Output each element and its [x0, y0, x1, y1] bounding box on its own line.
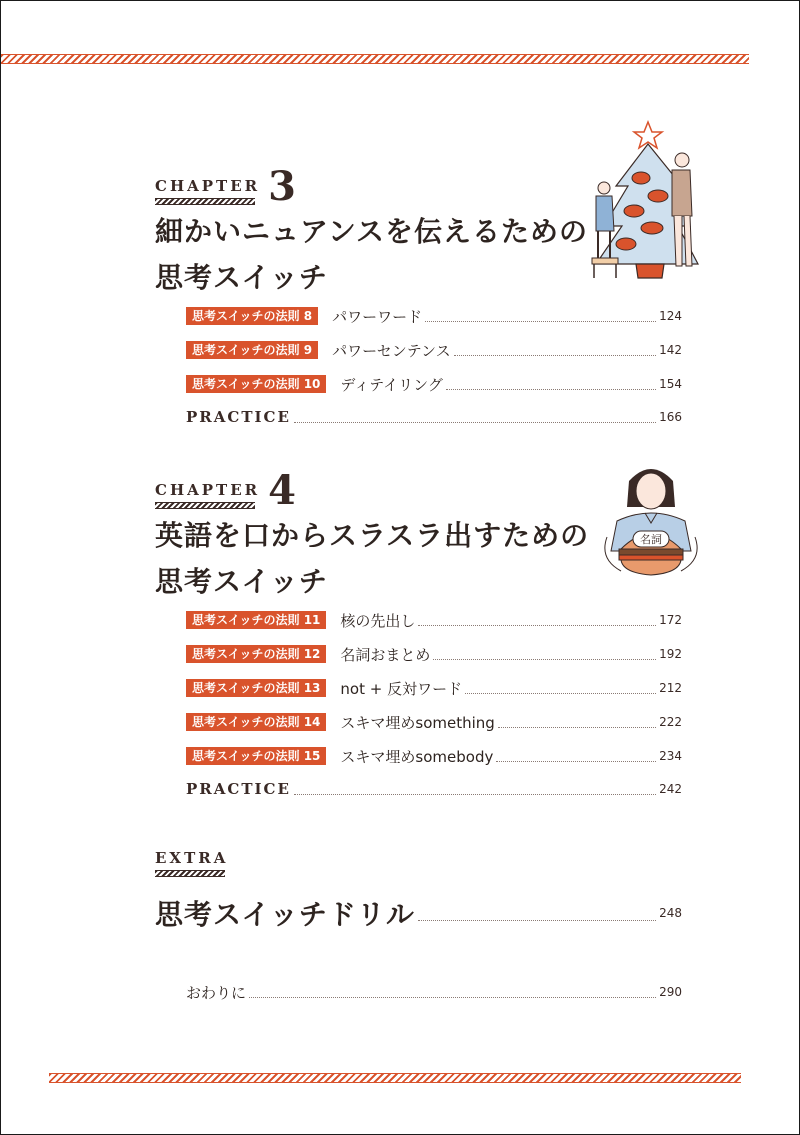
- chapter-4-label: CHAPTER: [155, 481, 261, 499]
- rule-badge: 思考スイッチの法則 8: [186, 307, 318, 325]
- dot-leader: [294, 412, 656, 423]
- dot-leader: [418, 906, 656, 921]
- practice-label: PRACTICE: [186, 780, 291, 798]
- chapter-3-underline: [155, 198, 255, 205]
- rule-badge: 思考スイッチの法則 11: [186, 611, 326, 629]
- extra-heading: [155, 851, 228, 877]
- toc-entry-rule-8[interactable]: [186, 306, 682, 326]
- toc-entry-rule-9[interactable]: [186, 340, 682, 360]
- chapter-3-label: CHAPTER: [155, 177, 261, 195]
- entry-title: ディテイリング: [340, 375, 443, 394]
- dot-leader: [446, 379, 656, 390]
- extra-title: 思考スイッチドリル: [155, 898, 415, 931]
- dot-leader: [433, 649, 656, 660]
- toc-entry-closing[interactable]: [186, 982, 682, 1002]
- toc-entry-extra[interactable]: [155, 896, 682, 930]
- entry-title: パワーセンテンス: [332, 341, 451, 360]
- entry-title: スキマ埋めsomebody: [340, 747, 494, 766]
- closing-title: おわりに: [186, 983, 247, 1002]
- page-number: 234: [659, 749, 682, 763]
- rule-badge: 思考スイッチの法則 14: [186, 713, 326, 731]
- toc-entry-practice-3[interactable]: [186, 407, 682, 427]
- chapter-4-title: [155, 513, 589, 605]
- chapter-3-title-line1: 細かいニュアンスを伝えるための: [155, 215, 589, 248]
- page-number: 192: [659, 647, 682, 661]
- chapter-3-title: [155, 209, 588, 301]
- page-number: 242: [659, 782, 682, 796]
- chapter-4-number: 4: [268, 467, 296, 514]
- chapter-4-heading: [155, 467, 296, 514]
- chapter-3-number: 3: [268, 163, 296, 210]
- christmas-tree-illustration: [586, 116, 706, 281]
- dot-leader: [496, 751, 656, 762]
- toc-entry-rule-15[interactable]: [186, 746, 682, 766]
- toc-entry-rule-10[interactable]: [186, 374, 682, 394]
- dot-leader: [249, 987, 656, 998]
- toc-entry-practice-4[interactable]: [186, 779, 682, 799]
- entry-title: スキマ埋めsomething: [340, 713, 495, 732]
- toc-entry-rule-11[interactable]: [186, 610, 682, 630]
- entry-title: 名詞おまとめ: [340, 645, 431, 664]
- chapter-3-heading: [155, 163, 296, 210]
- rule-badge: 思考スイッチの法則 12: [186, 645, 326, 663]
- toc-entry-rule-14[interactable]: [186, 712, 682, 732]
- dot-leader: [454, 345, 657, 356]
- rule-badge: 思考スイッチの法則 13: [186, 679, 326, 697]
- entry-title: not + 反対ワード: [340, 679, 463, 698]
- page-number: 166: [659, 410, 682, 424]
- page-number: 222: [659, 715, 682, 729]
- woman-with-burger-illustration: [599, 459, 704, 589]
- chapter-4-title-line2: 思考スイッチ: [155, 565, 328, 598]
- dot-leader: [425, 311, 656, 322]
- page-number: 154: [659, 377, 682, 391]
- dot-leader: [294, 784, 656, 795]
- dot-leader: [418, 615, 656, 626]
- toc-entry-rule-12[interactable]: [186, 644, 682, 664]
- page-number: 290: [659, 985, 682, 999]
- extra-label: EXTRA: [155, 849, 229, 867]
- chapter-3-title-line2: 思考スイッチ: [155, 261, 328, 294]
- page-number: 124: [659, 309, 682, 323]
- chapter-4-title-line1: 英語を口からスラスラ出すための: [155, 519, 590, 552]
- dot-leader: [498, 717, 656, 728]
- bottom-hatch-border: [49, 1073, 741, 1083]
- page-number: 172: [659, 613, 682, 627]
- extra-underline: [155, 870, 225, 877]
- entry-title: 核の先出し: [340, 611, 416, 630]
- page-number: 142: [659, 343, 682, 357]
- entry-title: パワーワード: [332, 307, 423, 326]
- burger-label-text: 名詞: [640, 533, 662, 546]
- dot-leader: [465, 683, 656, 694]
- rule-badge: 思考スイッチの法則 10: [186, 375, 326, 393]
- top-hatch-border: [1, 54, 749, 64]
- rule-badge: 思考スイッチの法則 15: [186, 747, 326, 765]
- rule-badge: 思考スイッチの法則 9: [186, 341, 318, 359]
- toc-entry-rule-13[interactable]: [186, 678, 682, 698]
- page-number: 248: [659, 906, 682, 920]
- chapter-4-underline: [155, 502, 255, 509]
- practice-label: PRACTICE: [186, 408, 291, 426]
- page-number: 212: [659, 681, 682, 695]
